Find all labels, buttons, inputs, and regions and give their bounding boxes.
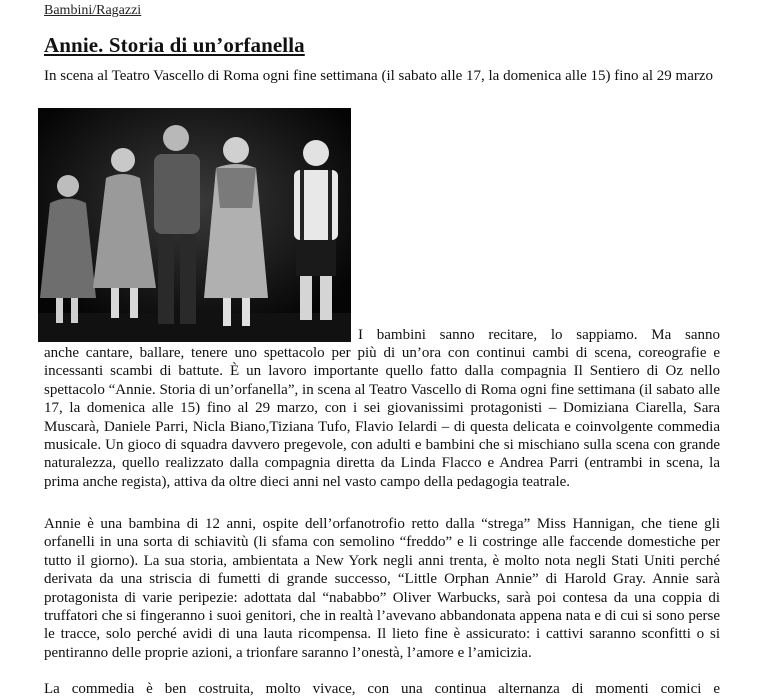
article-title: Annie. Storia di un’orfanella [44,33,305,57]
paragraph-1-first-line: I bambini sanno recitare, lo sappiamo. Ma sanno [358,327,720,343]
article-subtitle: In scena al Teatro Vascello di Roma ogni fine settimana (il sabato alle 17, la domenica alle 15) fino al 29 marzo [44,68,714,84]
stage-photo-illustration [38,108,351,342]
paragraph-2: Annie è una bambina di 12 anni, ospite dell’orfanotrofio retto dalla “strega” Miss Hannigan, che tiene gli orfanelli in una sorta di schiavitù (li sfama con semolino “freddo” e li costringe alle faccende domestiche per tutto il giorno). La sua storia, ambientata a New York negli anni trenta, è molto nota negli Stati Uniti perché derivata da una striscia di fumetti di grande successo, “Little Orphan Annie” di Harold Gray. Annie sarà protagonista di varie peripezie: adottata dal “nababbo” Oliver Warbucks, sarà poi contesa da una coppia di truffatori che si fingeranno i suoi genitori, che in realtà l’avevano abbandonata appena nata e di cui si sono perse le tracce, solo perché avidi di una lauta ricompensa. Il lieto fine è assicurato: i cattivi saranno sconfitti o si pentiranno delle proprie azioni, a trionfare saranno l’onestà, l’amore e l’amicizia. [44,516,720,661]
section-label[interactable]: Bambini/Ragazzi [44,3,142,18]
stage-photo [38,108,351,342]
paragraph-3: La commedia è ben costruita, molto vivace, con una continua alternanza di momenti comici e [44,681,720,697]
paragraph-1: anche cantare, ballare, tenere uno spettacolo per più di un’ora con continui cambi di scena, coreografie e incessanti scambi di battute. È un lavoro importante quello fatto dalla compagnia Il Sentiero di Oz nello spettacolo “Annie. Storia di un’orfanella”, in scena al Teatro Vascello di Roma ogni fine settimana (il sabato alle 17, la domenica alle 15) fino al 29 marzo, con i sei giovanissimi protagonisti – Domiziana Ciarella, Sara Muscarà, Daniele Parri, Nicla Biano,Tiziana Tufo, Flavio Ielardi – di questa delicata e coinvolgente commedia musicale. Un gioco di squadra davvero pregevole, con adulti e bambini che si mischiano sulla scena con grande naturalezza, quello realizzato dalla compagnia diretta da Linda Flacco e Andrea Parri (entrambi in scena, la prima anche regista), attiva da oltre dieci anni nel vasto campo della pedagogia teatrale. [44,345,720,490]
